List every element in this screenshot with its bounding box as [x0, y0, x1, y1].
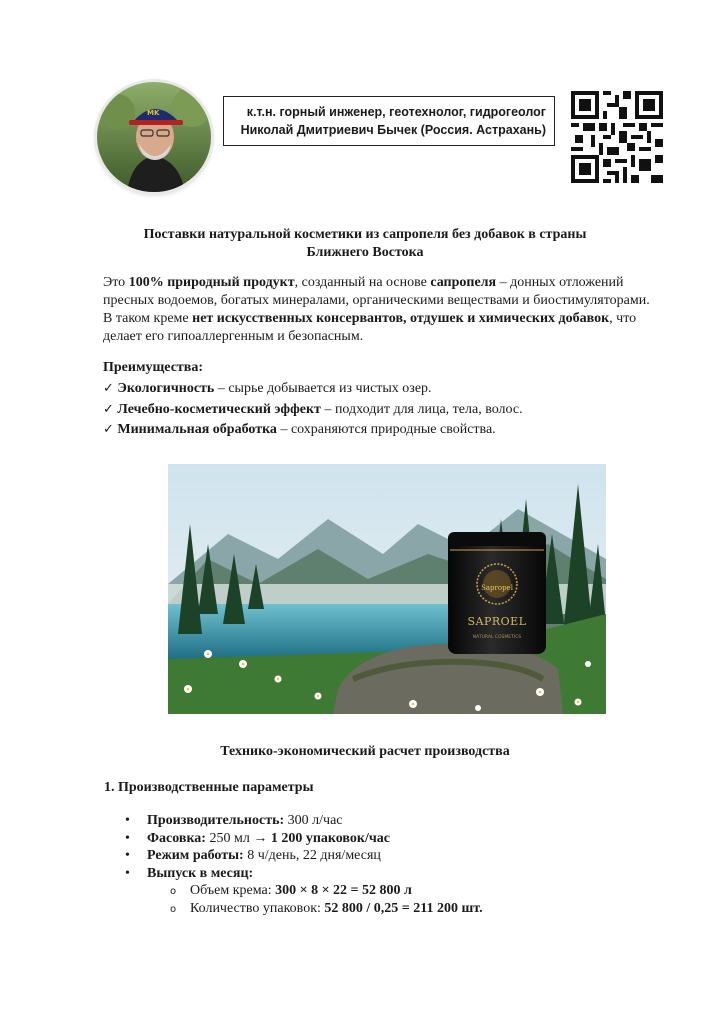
qr-code	[571, 91, 663, 183]
advantages-list	[103, 379, 523, 441]
author-photo	[97, 82, 211, 192]
section-title: Технико-экономический расчет производства	[220, 744, 510, 759]
list-item: o Объем крема: 300 × 8 × 22 = 52 800 л	[190, 882, 483, 900]
list-item: ✓ Экологичность – сырье добывается из чистых озер.	[103, 381, 432, 396]
list-item: • Фасовка: 250 мл → 1 200 упаковок/час	[147, 830, 483, 848]
list-item: ✓ Лечебно-косметический эффект – подходит для лица, тела, волос.	[103, 401, 523, 417]
intro-paragraph: Это 100% природный продукт, созданный на основе сапропеля – донных отложений пресных водоемов, богатых минералами, органическими веществами и биостимуляторами. В таком креме нет искусственных консервантов, отдушек и химических добавок, что делает его гипоаллергенным и безопасным.	[103, 275, 650, 344]
list-item: • Выпуск в месяц: o Объем крема: 300 × 8 × 22 = 52 800 л o Количество упаковок: 52 800 / 0,25 = 211 200 шт.	[147, 865, 483, 918]
check-icon: ✓	[103, 381, 114, 396]
params-heading: 1. Производственные параметры	[104, 780, 314, 795]
check-icon: ✓	[103, 401, 114, 417]
product-photo	[168, 464, 606, 714]
title-line-1: Поставки натуральной косметики из сапропеля без добавок в страны	[143, 227, 587, 242]
brand-name: SAPROEL	[467, 615, 527, 628]
brand-tagline: NATURAL COSMETICS	[472, 635, 522, 640]
author-title: к.т.н. горный инженер, геотехнолог, гидрогеолог	[246, 105, 546, 119]
check-icon: ✓	[103, 422, 114, 437]
advantages-heading: Преимущества:	[103, 360, 204, 375]
logo-text: Sapropel	[481, 584, 513, 592]
list-item: • Режим работы: 8 ч/день, 22 дня/месяц	[147, 847, 483, 865]
author-name: Николай Дмитриевич Бычек (Россия. Астрахань)	[240, 123, 546, 137]
list-item: ✓ Минимальная обработка – сохраняются природные свойства.	[103, 422, 496, 437]
svg-text:MK: MK	[147, 109, 160, 117]
monthly-output-sublist	[147, 882, 483, 917]
title-line-2: Ближнего Востока	[306, 245, 424, 260]
list-item: • Производительность: 300 л/час	[147, 812, 483, 830]
list-item: o Количество упаковок: 52 800 / 0,25 = 211 200 шт.	[190, 900, 483, 918]
params-list	[147, 812, 483, 917]
document-title	[100, 226, 630, 262]
author-info-box	[223, 96, 555, 146]
